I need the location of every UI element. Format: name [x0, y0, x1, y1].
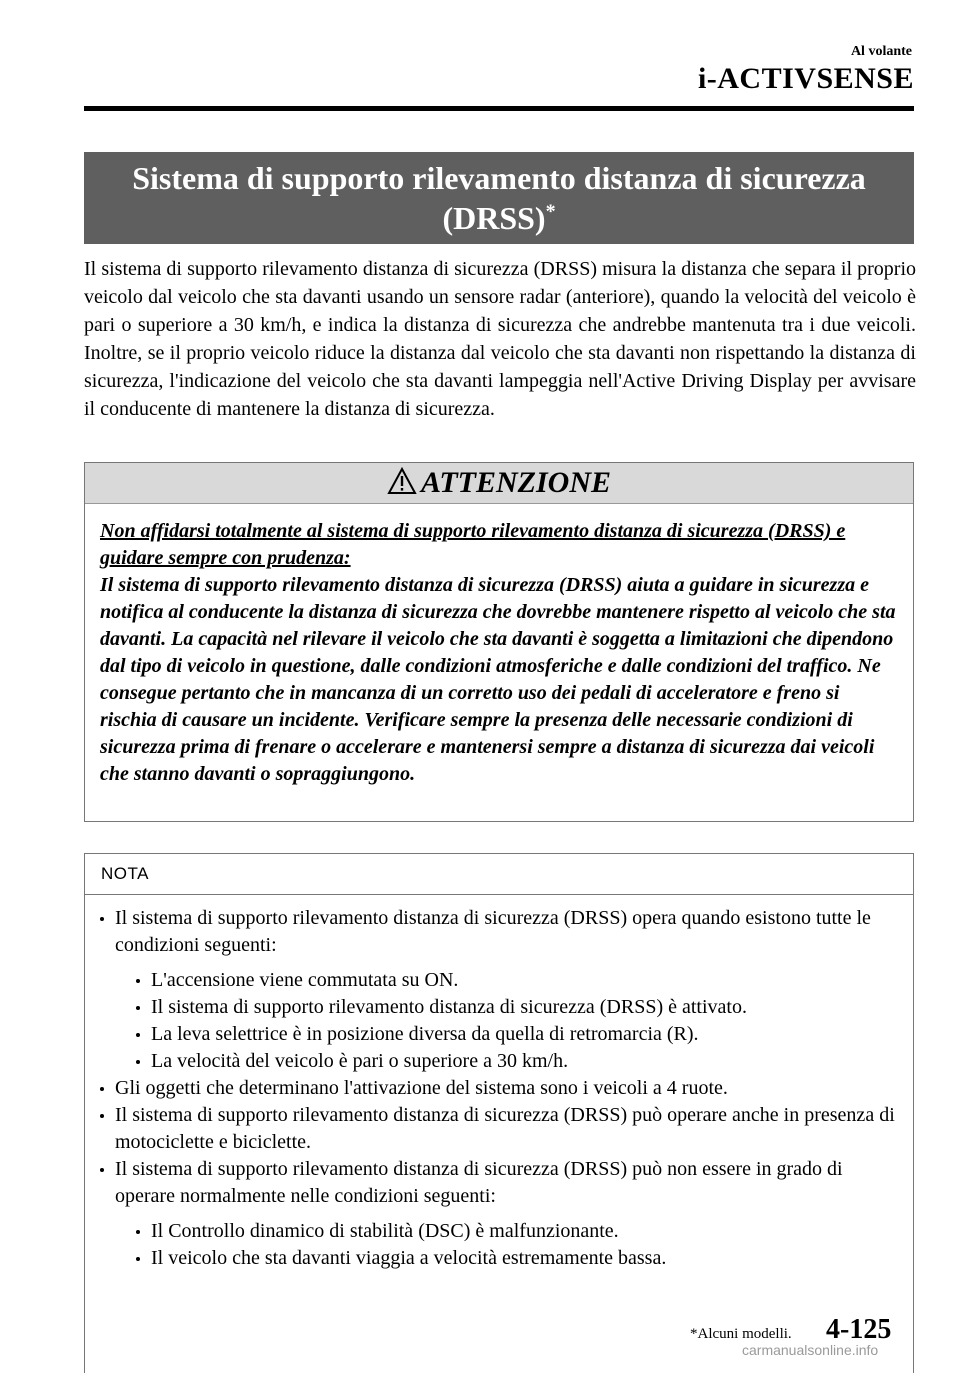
- sub-list-item-text: Il veicolo che sta davanti viaggia a velocità estremamente bassa.: [151, 1247, 667, 1269]
- section-title: Al volante: [850, 44, 912, 59]
- page-title: [84, 152, 914, 244]
- bullet-icon: [136, 1230, 140, 1234]
- warning-lead: Non affidarsi totalmente al sistema di supporto rilevamento distanza di sicurezza (DRSS) e guidare sempre con prudenza:: [100, 520, 846, 569]
- bullet-icon: [136, 1033, 140, 1037]
- list-item-text: Il sistema di supporto rilevamento distanza di sicurezza (DRSS) opera quando esistono tutte le condizioni seguenti:: [115, 907, 871, 956]
- sub-list-item: [133, 1245, 899, 1272]
- intro-paragraph: Il sistema di supporto rilevamento distanza di sicurezza (DRSS) misura la distanza che separa il proprio veicolo dal veicolo che sta davanti usando un sensore radar (anteriore), quando la velocità del veicolo è pari o superiore a 30 km/h, e indica la distanza di sicurezza che andrebbe mantenuta tra i due veicoli. Inoltre, se il proprio veicolo riduce la distanza dal veicolo che sta davanti non rispettando la distanza di sicurezza, l'indicazione del veicolo che sta davanti lampeggia nell'Active Driving Display per avvisare il conducente di mantenere la distanza di sicurezza.: [84, 258, 916, 420]
- sub-list-item-text: La velocità del veicolo è pari o superiore a 30 km/h.: [151, 1050, 569, 1072]
- watermark: carmanualsonline.info: [742, 1342, 879, 1358]
- bullet-icon: [136, 1006, 140, 1010]
- note-heading: NOTA: [85, 854, 913, 895]
- list-item: [97, 905, 899, 1075]
- sub-list-item: [133, 1021, 899, 1048]
- list-item: [97, 1075, 899, 1102]
- list-item-text: Gli oggetti che determinano l'attivazione del sistema sono i veicoli a 4 ruote.: [115, 1077, 728, 1099]
- warning-header: [85, 463, 913, 504]
- sub-list: [115, 967, 899, 1075]
- sub-list-item: [133, 967, 899, 994]
- page-title-abbr-text: (DRSS): [442, 200, 546, 236]
- warning-body: [85, 504, 913, 788]
- warning-text: Il sistema di supporto rilevamento distanza di sicurezza (DRSS) aiuta a guidare in sicurezza e notifica al conducente la distanza di sicurezza che dovrebbe mantenere rispetto al veicolo che sta davanti. La capacità nel rilevare il veicolo che sta davanti è soggetta a limitazioni che dipendono dal tipo di veicolo in questione, dalle condizioni atmosferiche e dalle condizioni del traffico. Ne consegue pertanto che in mancanza di un corretto uso dei pedali di acceleratore e freno si rischia di causare un incidente. Verificare sempre la presenza delle necessarie condizioni di sicurezza prima di frenare o accelerare e mantenersi sempre a distanza di sicurezza dai veicoli che stanno davanti o sopraggiungono.: [100, 574, 896, 785]
- note-box: [84, 853, 914, 1373]
- page-number: 4-125: [826, 1314, 892, 1345]
- bullet-icon: [100, 917, 104, 921]
- sub-list-item-text: Il sistema di supporto rilevamento distanza di sicurezza (DRSS) è attivato.: [151, 996, 747, 1018]
- page-title-main: Sistema di supporto rilevamento distanza di sicurezza: [132, 160, 866, 196]
- sub-list: [115, 1218, 899, 1272]
- bullet-icon: [100, 1114, 104, 1118]
- sub-list-item: [133, 1218, 899, 1245]
- bullet-icon: [136, 979, 140, 983]
- bullet-icon: [136, 1257, 140, 1261]
- warning-box: [84, 462, 914, 822]
- sub-list-item-text: L'accensione viene commutata su ON.: [151, 969, 459, 991]
- header-rule: [84, 106, 914, 111]
- sub-list-item-text: La leva selettrice è in posizione diversa da quella di retromarcia (R).: [151, 1023, 699, 1045]
- warning-heading: ATTENZIONE: [420, 466, 612, 499]
- chapter-title: i-ACTIVSENSE: [697, 62, 914, 95]
- bullet-icon: [100, 1087, 104, 1091]
- bullet-icon: [100, 1168, 104, 1172]
- sub-list-item-text: Il Controllo dinamico di stabilità (DSC) è malfunzionante.: [151, 1220, 619, 1242]
- asterisk-mark: *: [545, 200, 556, 223]
- list-item-text: Il sistema di supporto rilevamento distanza di sicurezza (DRSS) può non essere in grado di operare normalmente nelle condizioni seguenti:: [115, 1158, 843, 1207]
- sub-list-item: [133, 994, 899, 1021]
- note-list: [85, 895, 913, 1272]
- list-item: [97, 1156, 899, 1272]
- list-item-text: Il sistema di supporto rilevamento distanza di sicurezza (DRSS) può operare anche in presenza di motociclette e biciclette.: [115, 1104, 895, 1153]
- sub-list-item: [133, 1048, 899, 1075]
- bullet-icon: [136, 1060, 140, 1064]
- list-item: [97, 1102, 899, 1156]
- footnote: *Alcuni modelli.: [690, 1326, 792, 1342]
- page-title-abbr: [84, 198, 914, 238]
- warning-triangle-icon: [387, 466, 417, 506]
